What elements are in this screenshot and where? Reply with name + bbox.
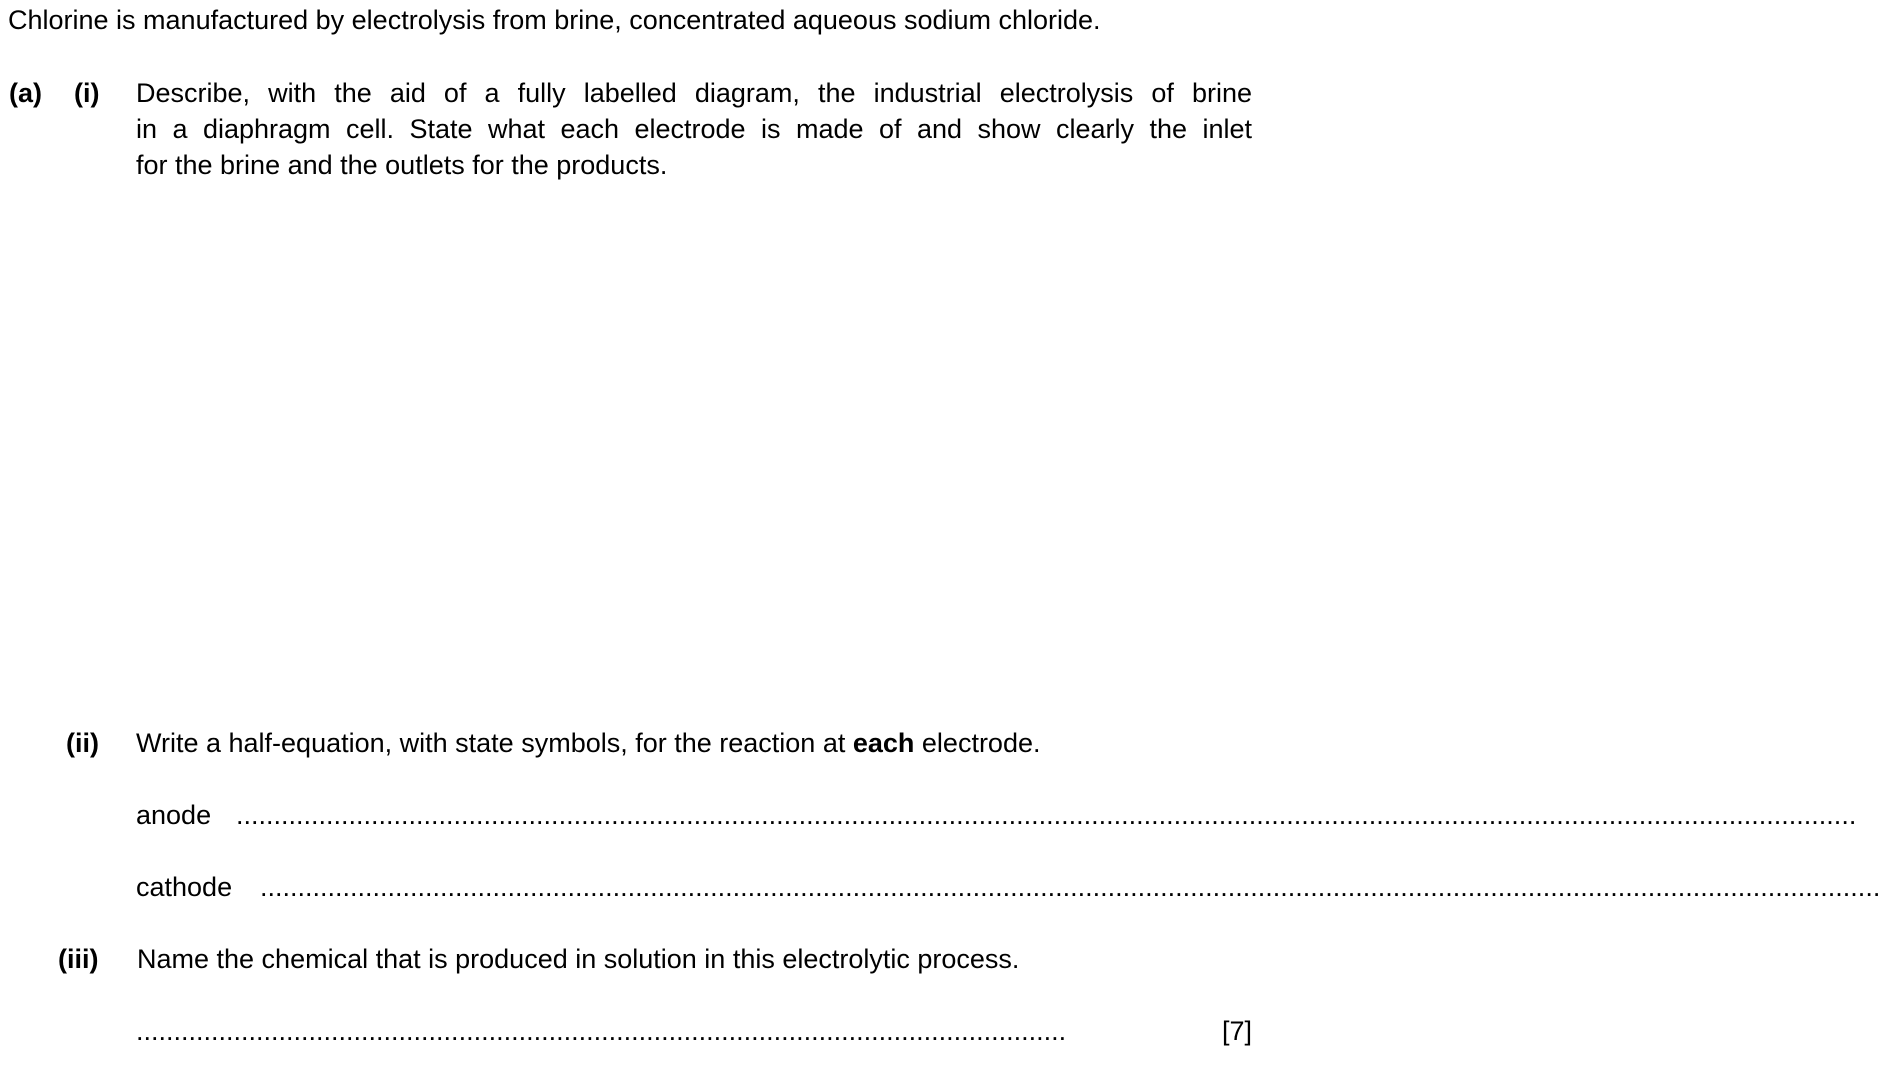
diagram-answer-space[interactable]: [136, 195, 1246, 715]
part-ii-text-bold: each: [852, 728, 915, 758]
part-i-label: (i): [74, 78, 100, 108]
anode-label: anode: [136, 800, 212, 830]
part-ii-label: (ii): [66, 728, 99, 758]
marks-total: [7]: [1221, 1016, 1252, 1046]
part-i-line-2: in a diaphragm cell. State what each electrode is made of and show clearly the inlet: [136, 114, 1252, 144]
cathode-answer-line[interactable]: ........................................................................................................................................................................................................................: [260, 872, 1880, 902]
part-a-label: (a): [9, 78, 42, 108]
part-iii-label: (iii): [58, 944, 99, 974]
part-i-line-1: Describe, with the aid of a fully labelled diagram, the industrial electrolysis of brine: [136, 78, 1252, 108]
part-iii-answer-line[interactable]: ............................................................................................................................: [136, 1016, 1067, 1046]
part-i-line-3: for the brine and the outlets for the products.: [136, 150, 668, 180]
question-intro: Chlorine is manufactured by electrolysis from brine, concentrated aqueous sodium chloride.: [8, 5, 1101, 35]
part-ii-text-before: Write a half-equation, with state symbols, for the reaction at: [136, 728, 853, 758]
part-iii-question: Name the chemical that is produced in solution in this electrolytic process.: [137, 944, 1020, 974]
part-i-question: [136, 75, 1252, 183]
part-ii-text-after: electrode.: [914, 728, 1041, 758]
part-ii-question: [136, 725, 1040, 761]
cathode-label: cathode: [136, 872, 233, 902]
anode-answer-line[interactable]: ........................................................................................................................................................................................................................: [236, 800, 1857, 830]
